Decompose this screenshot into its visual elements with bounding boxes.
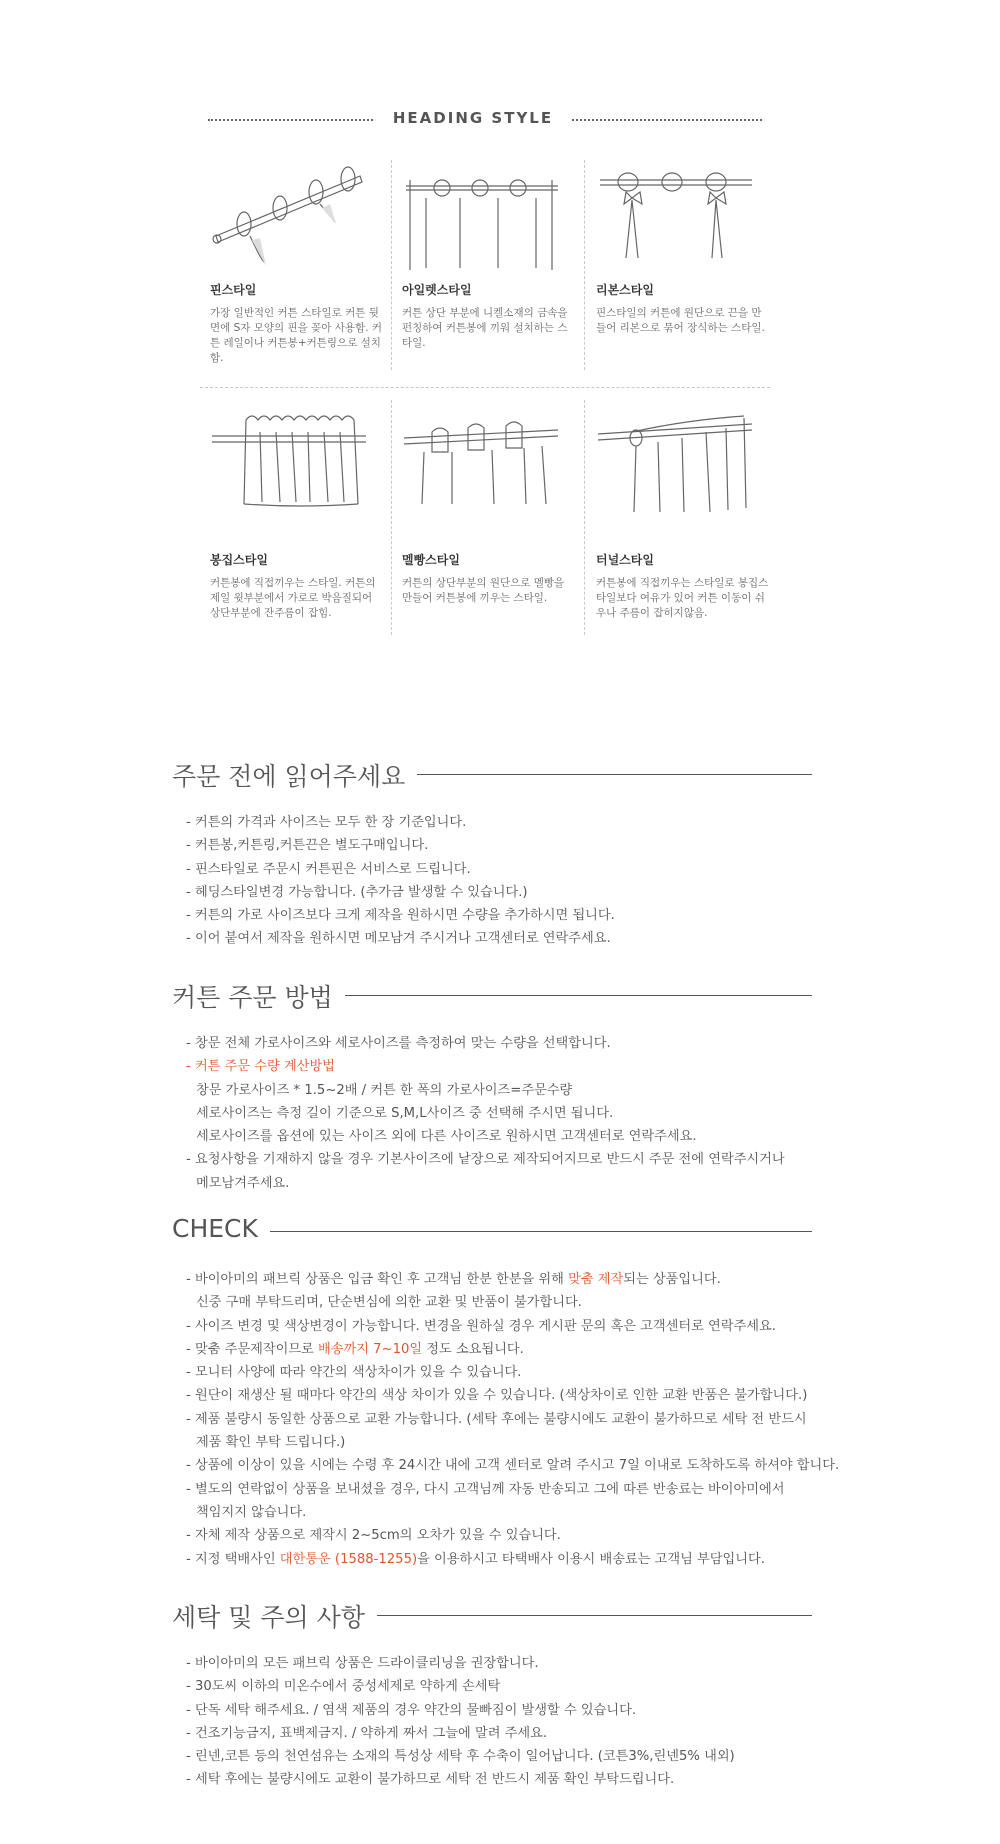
text: - 바이아미의 패브릭 상품은 입금 확인 후 고객님 한분 한분을 위해 (186, 1272, 569, 1287)
washing-list (172, 1652, 812, 1792)
list-item: 메모남겨주세요. (196, 1175, 290, 1191)
list-item (186, 1268, 812, 1291)
dotted-divider-right (572, 119, 762, 121)
quantity-calc-heading: - 커튼 주문 수량 계산방법 (186, 1059, 335, 1075)
style-name: 리본스타일 (596, 283, 654, 297)
style-card-rod-pocket (210, 408, 390, 621)
text: 을 이용하시고 타택배사 이용시 배송료는 고객님 부담입니다. (417, 1551, 765, 1567)
pin-style-illustration (210, 158, 370, 273)
list-item: - 커튼의 가로 사이즈보다 크게 제작을 원하시면 수량을 추가하시면 됩니다. (186, 908, 615, 924)
section-title: 주문 전에 읽어주세요 (172, 757, 417, 793)
rod-pocket-style-illustration (210, 408, 370, 543)
section-check (172, 1214, 840, 1571)
column-divider (391, 400, 392, 635)
section-header (172, 1214, 812, 1248)
style-card-eyelet (402, 158, 582, 351)
list-item: - 이어 붙여서 제작을 원하시면 메모남겨 주시거나 고객센터로 연락주세요. (186, 931, 611, 947)
quantity-formula: 창문 가로사이즈 * 1.5~2배 / 커튼 한 폭의 가로사이즈=주문수량 (196, 1082, 573, 1098)
style-name: 터널스타일 (596, 553, 654, 567)
section-header (172, 1598, 812, 1632)
list-item: 제품 확인 부탁 드립니다.) (196, 1435, 346, 1451)
list-item: - 모니터 사양에 따라 약간의 색상차이가 있을 수 있습니다. (186, 1365, 522, 1381)
list-item: - 상품에 이상이 있을 시에는 수령 후 24시간 내에 고객 센터로 알려 주시고 7일 이내로 도착하도록 하셔야 합니다. (186, 1458, 840, 1474)
row-divider (200, 387, 770, 388)
section-header (172, 978, 812, 1012)
text: - 지정 택배사인 (186, 1551, 280, 1567)
style-description: 핀스타일의 커튼에 원단으로 끈을 만들어 리본으로 묶어 장식하는 스타일. (596, 307, 765, 334)
style-description: 커튼봉에 직접끼우는 스타일로 봉집스타일보다 여유가 있어 커튼 이동이 쉬우나 주름이 잡히지않음. (596, 577, 769, 619)
list-item: - 별도의 연락없이 상품을 보내셨을 경우, 다시 고객님께 자동 반송되고 그에 따른 반송료는 바이아미에서 (186, 1481, 785, 1497)
heading-style-title: HEADING STYLE (392, 109, 554, 127)
list-item (186, 1548, 812, 1571)
list-item: - 린넨,코튼 등의 천연섬유는 소재의 특성상 세탁 후 수축이 일어납니다. (코튼3%,린넨5% 내외) (186, 1749, 735, 1765)
highlight-custom-made: 맞춤 제작 (568, 1272, 624, 1287)
dotted-divider-left (208, 119, 373, 121)
style-card-tunnel (596, 408, 776, 621)
section-order-method (172, 978, 812, 1195)
eyelet-style-illustration (402, 158, 562, 273)
list-item: - 제품 불량시 동일한 상품으로 교환 가능합니다. (세탁 후에는 불량시에도 교환이 불가하므로 세탁 전 반드시 (186, 1411, 807, 1427)
ribbon-style-illustration (596, 158, 756, 273)
column-divider (584, 160, 585, 370)
notice-list (172, 811, 812, 951)
list-item: 책임지지 않습니다. (196, 1504, 307, 1520)
list-item: - 커튼봉,커튼링,커튼끈은 별도구매입니다. (186, 838, 429, 854)
list-item: - 건조기능금지, 표백제금지. / 약하게 짜서 그늘에 말려 주세요. (186, 1725, 548, 1741)
section-washing-caution (172, 1598, 812, 1792)
list-item: - 헤딩스타일변경 가능합니다. (추가금 발생할 수 있습니다.) (186, 884, 528, 900)
list-item: - 사이즈 변경 및 색상변경이 가능합니다. 변경을 원하실 경우 게시판 문의 혹은 고객센터로 연락주세요. (186, 1318, 776, 1334)
highlight-courier: 대한통운 (1588-1255) (279, 1551, 418, 1567)
section-title: CHECK (172, 1214, 270, 1243)
style-card-tab-top (402, 408, 582, 606)
list-item: - 원단이 재생산 될 때마다 약간의 색상 차이가 있을 수 있습니다. (색상차이로 인한 교환 반품은 불가합니다.) (186, 1388, 808, 1404)
list-item: - 요청사항을 기재하지 않을 경우 기본사이즈에 낱장으로 제작되어지므로 반드시 주문 전에 연락주시거나 (186, 1152, 785, 1168)
check-list (172, 1268, 840, 1571)
order-method-list (172, 1032, 812, 1195)
style-card-ribbon (596, 158, 776, 336)
list-item: - 바이아미의 모든 패브릭 상품은 드라이클리닝을 권장합니다. (186, 1656, 539, 1671)
text: 되는 상품입니다. (623, 1272, 721, 1287)
list-item: - 단독 세탁 해주세요. / 염색 제품의 경우 약간의 물빠짐이 발생할 수 있습니다. (186, 1702, 637, 1718)
text: - 맞춤 주문제작이므로 (186, 1341, 318, 1357)
heading-style-header (0, 106, 1000, 132)
style-name: 핀스타일 (210, 283, 257, 297)
list-item: 세로사이즈는 측정 길이 기준으로 S,M,L사이즈 중 선택해 주시면 됩니다. (196, 1105, 614, 1121)
section-read-before-order (172, 757, 812, 951)
list-item (186, 1338, 812, 1361)
tab-top-style-illustration (402, 408, 562, 543)
highlight-delivery-time: 배송까지 7~10일 (318, 1341, 423, 1357)
list-item: - 핀스타일로 주문시 커튼핀은 서비스로 드립니다. (186, 861, 471, 877)
column-divider (584, 400, 585, 635)
section-header (172, 757, 812, 791)
style-description: 커튼의 상단부분의 원단으로 멜빵을 만들어 커튼봉에 끼우는 스타일. (402, 577, 565, 604)
list-item: - 창문 전체 가로사이즈와 세로사이즈를 측정하여 맞는 수량을 선택합니다. (186, 1036, 611, 1051)
list-item: 세로사이즈를 옵션에 있는 사이즈 외에 다른 사이즈로 원하시면 고객센터로 연락주세요. (196, 1129, 697, 1145)
style-name: 멜빵스타일 (402, 553, 460, 567)
list-item: 신중 구매 부탁드리며, 단순변심에 의한 교환 및 반품이 불가합니다. (196, 1295, 582, 1311)
style-name: 아일렛스타일 (402, 283, 472, 297)
list-item: - 세탁 후에는 불량시에도 교환이 불가하므로 세탁 전 반드시 제품 확인 부탁드립니다. (186, 1772, 675, 1788)
column-divider (391, 160, 392, 370)
list-item: - 커튼의 가격과 사이즈는 모두 한 장 기준입니다. (186, 815, 467, 830)
style-description: 커튼봉에 직접끼우는 스타일. 커튼의 제일 윗부분에서 가로로 박음질되어 상단부분에 잔주름이 잡힘. (210, 577, 376, 619)
style-card-pin (210, 158, 390, 366)
section-title: 커튼 주문 방법 (172, 978, 345, 1014)
list-item: - 30도씨 이하의 미온수에서 중성세제로 약하게 손세탁 (186, 1679, 501, 1695)
list-item: - 자체 제작 상품으로 제작시 2~5cm의 오차가 있을 수 있습니다. (186, 1528, 561, 1544)
style-description: 커튼 상단 부분에 니켈소재의 금속을 펀칭하여 커튼봉에 끼워 설치하는 스타일. (402, 307, 568, 349)
style-name: 봉집스타일 (210, 553, 268, 567)
style-description: 가장 일반적인 커튼 스타일로 커튼 뒷 면에 S자 모양의 핀을 꽂아 사용함. 커튼 레일이나 커튼봉+커튼링으로 설치함. (210, 307, 383, 364)
section-title: 세탁 및 주의 사항 (172, 1598, 377, 1634)
tunnel-style-illustration (596, 408, 756, 543)
text: 정도 소요됩니다. (422, 1341, 524, 1357)
